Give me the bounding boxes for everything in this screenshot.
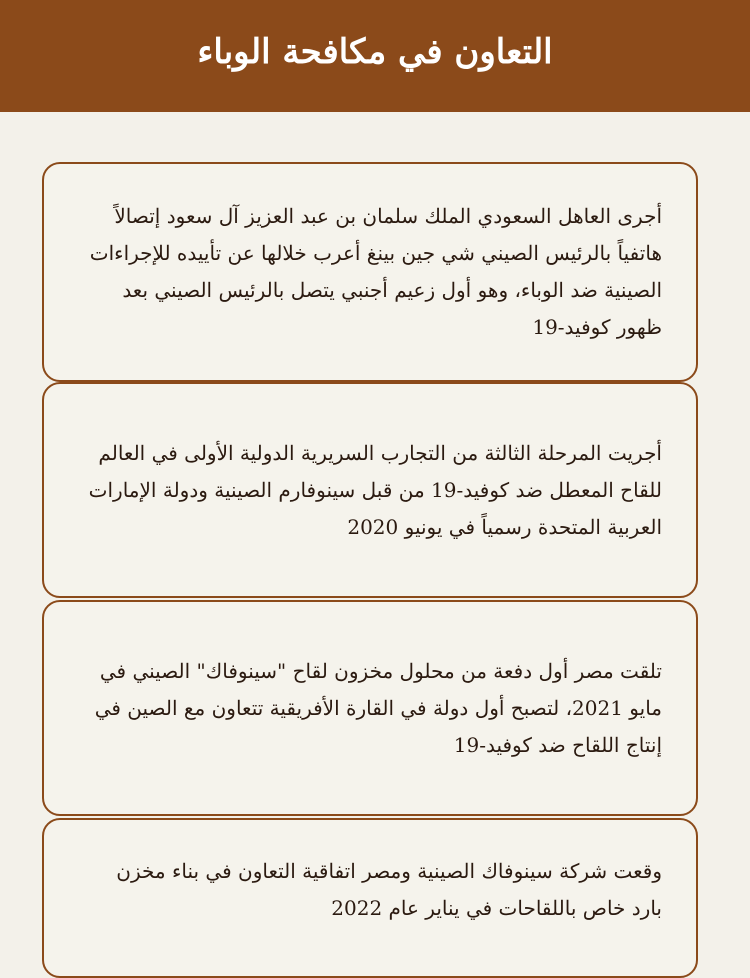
info-card-text: تلقت مصر أول دفعة من محلول مخزون لقاح "سينوفاك" الصيني في مايو 2021، لتصبح أول دولة في القارة الأفريقية تتعاون مع الصين في إنتاج اللقاح ضد كوفيد-19: [94, 658, 662, 757]
info-card-cold-storage: [42, 818, 698, 978]
info-card-text: وقعت شركة سينوفاك الصينية ومصر اتفاقية التعاون في بناء مخزن بارد خاص باللقاحات في يناير عام 2022: [116, 859, 662, 920]
page-header: [0, 0, 750, 112]
info-card-text: أجريت المرحلة الثالثة من التجارب السريرية الدولية الأولى في العالم للقاح المعطل ضد كوفيد-19 من قبل سينوفارم الصينية ودولة الإمارات العربية المتحدة رسمياً في يونيو 2020: [88, 440, 662, 539]
info-card-text: أجرى العاهل السعودي الملك سلمان بن عبد العزيز آل سعود إتصالاً هاتفياً بالرئيس الصيني شي جين بينغ أعرب خلالها عن تأييده للإجراءات الصينية ضد الوباء، وهو أول زعيم أجنبي يتصل بالرئيس الصيني بعد ظهور كوفيد-19: [89, 204, 662, 339]
page-title: التعاون في مكافحة الوباء: [197, 32, 553, 72]
info-card-egypt-vaccine: [42, 600, 698, 816]
info-card-uae-trials: [42, 382, 698, 598]
info-card-saudi-call: [42, 162, 698, 382]
